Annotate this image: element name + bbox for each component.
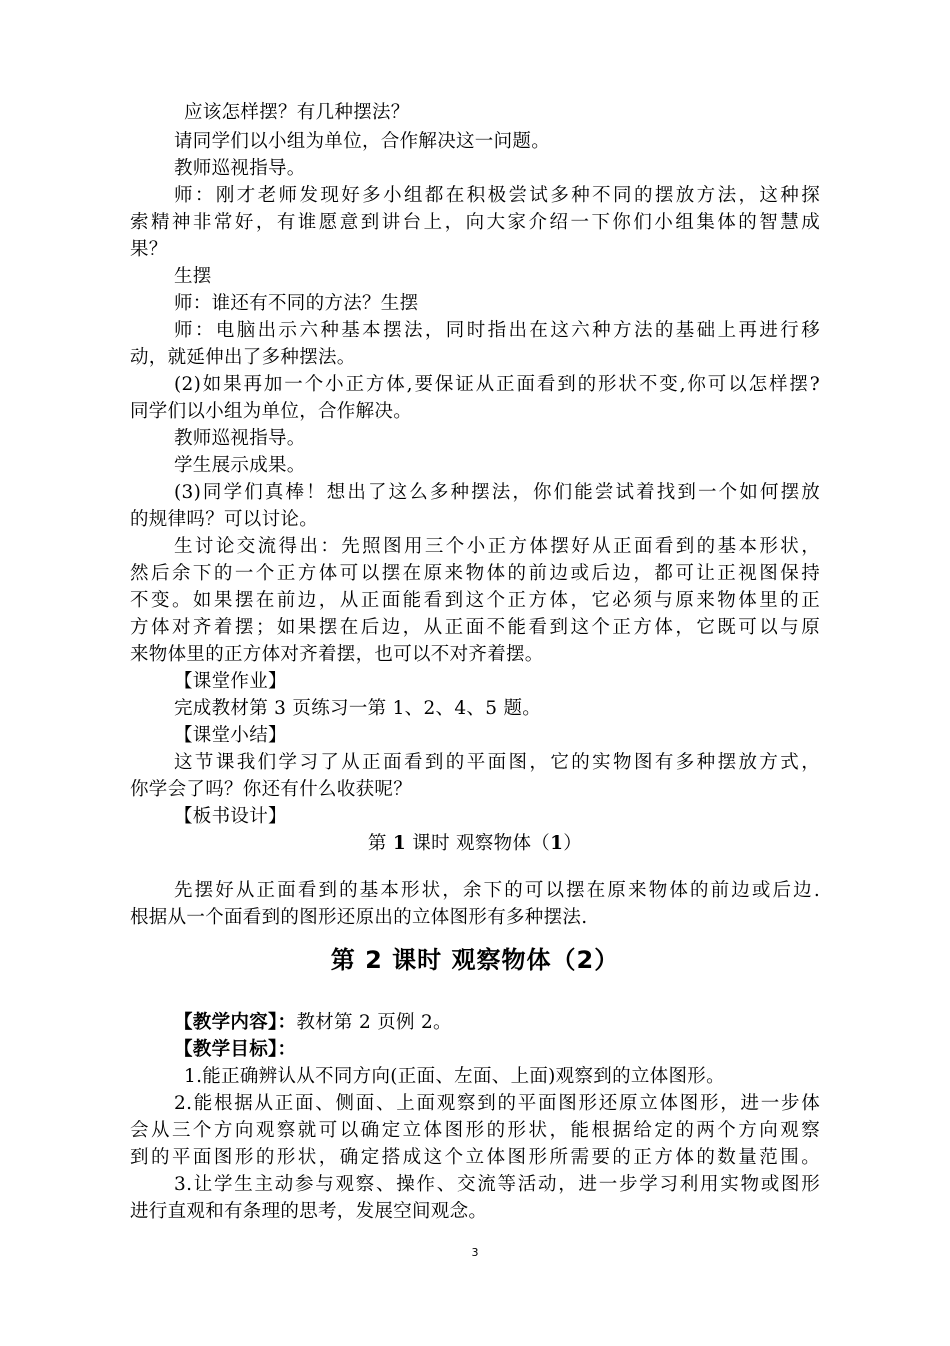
- paragraph-line: 进行直观和有条理的思考，发展空间观念。: [130, 1201, 488, 1222]
- paragraph-line: 1.能正确辨认从不同方向(正面、左面、上面)观察到的立体图形。: [184, 1066, 725, 1087]
- content-text: 教材第 2 页例 2。: [296, 1012, 452, 1033]
- paragraph-line: 来物体里的正方体对齐着摆，也可以不对齐着摆。: [130, 644, 544, 665]
- section-label: 【课堂小结】: [174, 725, 287, 746]
- paragraph-line: 生摆: [174, 266, 212, 287]
- section-label: 【板书设计】: [174, 806, 287, 827]
- paragraph-line: 会从三个方向观察就可以确定立体图形的形状，能根据给定的两个方向观察: [130, 1120, 820, 1141]
- board-title: [130, 831, 820, 857]
- paragraph-line: 你学会了吗？你还有什么收获呢？: [130, 779, 413, 800]
- paragraph-line: 果？: [130, 239, 168, 260]
- paragraph-line: 教师巡视指导。: [174, 158, 306, 179]
- paragraph-line: 师：刚才老师发现好多小组都在积极尝试多种不同的摆放方法，这种探: [174, 185, 820, 206]
- lesson-heading: 第 2 课时 观察物体（2）: [330, 946, 620, 974]
- paragraph-line: 然后余下的一个正方体可以摆在原来物体的前边或后边，都可让正视图保持: [130, 563, 820, 584]
- paragraph-line: 先摆好从正面看到的基本形状，余下的可以摆在原来物体的前边或后边.: [174, 880, 820, 901]
- paragraph-line: 到的平面图形的形状，确定搭成这个立体图形所需要的正方体的数量范围。: [130, 1147, 820, 1168]
- section-label: 【课堂作业】: [174, 671, 287, 692]
- board-title-num: 1: [392, 833, 407, 854]
- paragraph-line: 2.能根据从正面、侧面、上面观察到的平面图形还原立体图形，进一步体: [174, 1093, 820, 1114]
- board-title-end: ）: [563, 833, 583, 854]
- paragraph-line: (2)如果再加一个小正方体,要保证从正面看到的形状不变,你可以怎样摆?: [174, 374, 820, 395]
- paragraph-line: 不变。如果摆在前边，从正面能看到这个正方体，它必须与原来物体里的正: [130, 590, 820, 611]
- goals-label: 【教学目标】：: [174, 1039, 297, 1060]
- paragraph-line: 3.让学生主动参与观察、操作、交流等活动，进一步学习利用实物或图形: [174, 1174, 820, 1195]
- paragraph-line: 索精神非常好，有谁愿意到讲台上，向大家介绍一下你们小组集体的智慧成: [130, 212, 820, 233]
- board-title-post: 课时 观察物体（: [406, 833, 551, 854]
- paragraph-line: 师：谁还有不同的方法？生摆: [174, 293, 419, 314]
- page-number: 3: [471, 1246, 479, 1259]
- content-line: [174, 1010, 820, 1036]
- paragraph-line: (3)同学们真棒！想出了这么多种摆法，你们能尝试着找到一个如何摆放: [174, 482, 820, 503]
- board-title-pre: 第: [367, 833, 393, 854]
- content-label: 【教学内容】：: [174, 1012, 297, 1033]
- paragraph-line: 方体对齐着摆；如果摆在后边，从正面不能看到这个正方体，它既可以与原: [130, 617, 820, 638]
- paragraph-line: 生讨论交流得出：先照图用三个小正方体摆好从正面看到的基本形状，: [174, 536, 820, 557]
- paragraph-line: 同学们以小组为单位，合作解决。: [130, 401, 413, 422]
- paragraph-line: 师：电脑出示六种基本摆法，同时指出在这六种方法的基础上再进行移: [174, 320, 820, 341]
- paragraph-line: 教师巡视指导。: [174, 428, 306, 449]
- board-title-num2: 1: [550, 833, 564, 854]
- paragraph-line: 这节课我们学习了从正面看到的平面图，它的实物图有多种摆放方式，: [174, 752, 820, 773]
- paragraph-line: 应该怎样摆？有几种摆法？: [184, 102, 410, 123]
- paragraph-line: 的规律吗？可以讨论。: [130, 509, 319, 530]
- paragraph-line: 根据从一个面看到的图形还原出的立体图形有多种摆法.: [130, 907, 588, 928]
- paragraph-line: 完成教材第 3 页练习一第 1、2、4、5 题。: [174, 698, 542, 719]
- paragraph-line: 学生展示成果。: [174, 455, 306, 476]
- paragraph-line: 动，就延伸出了多种摆法。: [130, 347, 356, 368]
- paragraph-line: 请同学们以小组为单位，合作解决这一问题。: [174, 131, 551, 152]
